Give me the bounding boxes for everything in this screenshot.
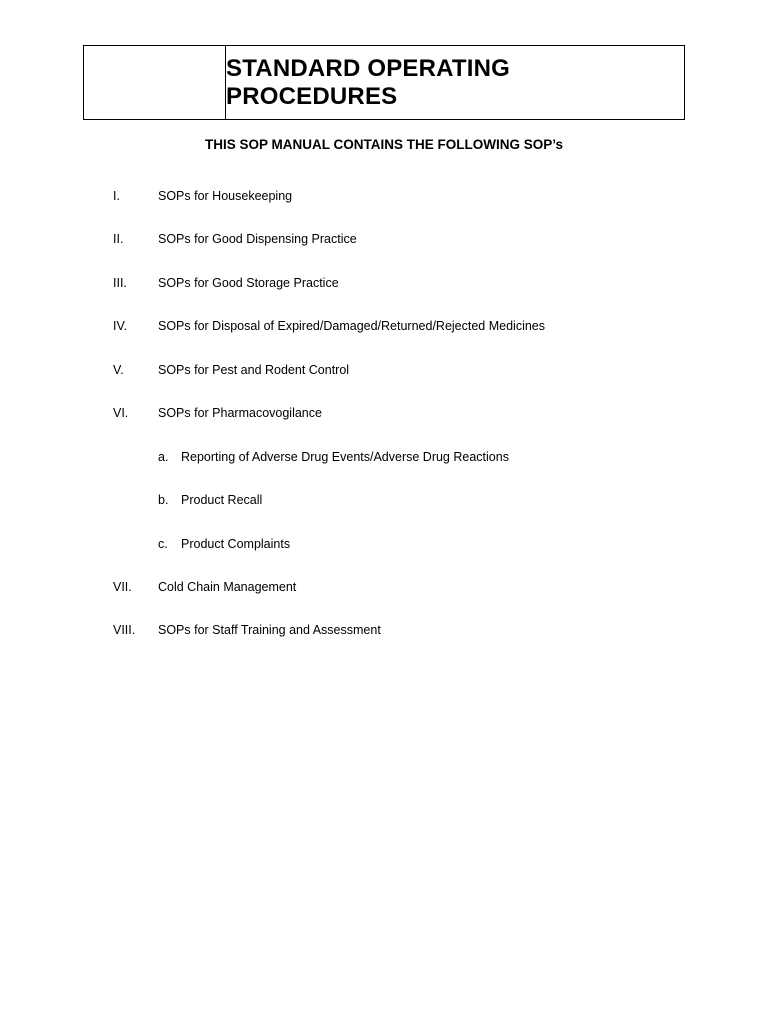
subitem-text: Product Recall bbox=[181, 493, 263, 507]
item-text: SOPs for Disposal of Expired/Damaged/Returned/Rejected Medicines bbox=[158, 319, 545, 333]
item-text: SOPs for Good Dispensing Practice bbox=[158, 232, 357, 246]
item-text: SOPs for Pest and Rodent Control bbox=[158, 363, 350, 377]
logo-cell bbox=[84, 46, 226, 119]
item-numeral: II. bbox=[113, 232, 124, 246]
item-text: SOPs for Housekeeping bbox=[158, 189, 293, 203]
item-numeral: VIII. bbox=[113, 623, 136, 637]
item-numeral: I. bbox=[113, 189, 120, 203]
subitem-letter: a. bbox=[158, 450, 169, 464]
manual-subtitle: THIS SOP MANUAL CONTAINS THE FOLLOWING SOP’s bbox=[204, 137, 563, 152]
item-numeral: VI. bbox=[113, 406, 129, 420]
subitem-letter: b. bbox=[158, 493, 169, 507]
item-text: SOPs for Good Storage Practice bbox=[158, 276, 339, 290]
item-text: Cold Chain Management bbox=[158, 580, 297, 594]
page-title: STANDARD OPERATING PROCEDURES bbox=[226, 54, 511, 110]
item-numeral: IV. bbox=[113, 319, 128, 333]
item-numeral: V. bbox=[113, 363, 124, 377]
subitem-letter: c. bbox=[158, 537, 168, 551]
item-numeral: VII. bbox=[113, 580, 132, 594]
subitem-text: Reporting of Adverse Drug Events/Adverse Drug Reactions bbox=[181, 450, 509, 464]
item-numeral: III. bbox=[113, 276, 127, 290]
item-text: SOPs for Pharmacovogilance bbox=[158, 406, 322, 420]
subitem-text: Product Complaints bbox=[181, 537, 291, 551]
header-table bbox=[83, 45, 685, 120]
item-text: SOPs for Staff Training and Assessment bbox=[158, 623, 381, 637]
